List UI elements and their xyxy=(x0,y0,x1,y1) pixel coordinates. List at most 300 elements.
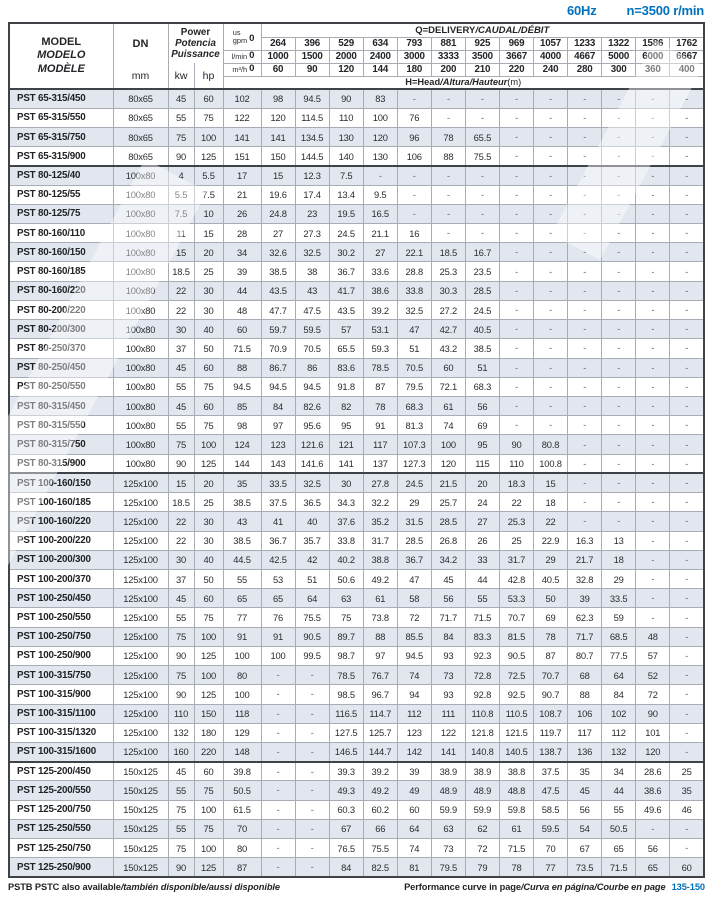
flow-value-cell: 396 xyxy=(295,37,329,50)
head-value-cell: - xyxy=(670,531,704,550)
head-value-cell: 7.5 xyxy=(329,166,363,185)
head-value-cell: - xyxy=(670,204,704,223)
us-label: us xyxy=(232,27,241,37)
head-value-cell: 46 xyxy=(670,800,704,819)
head-value-cell: 36.7 xyxy=(397,550,431,569)
head-value-cell: - xyxy=(568,493,602,512)
model-cell: PST 80-315/450 xyxy=(9,397,113,416)
lmin-unit-cell xyxy=(223,50,261,63)
flow-value-cell: 144 xyxy=(363,63,397,76)
head-value-cell: 98.5 xyxy=(329,685,363,704)
table-row xyxy=(9,839,704,858)
hp-cell: 100 xyxy=(194,127,223,146)
head-value-cell: - xyxy=(295,781,329,800)
kw-cell: 22 xyxy=(168,300,194,319)
head-value-cell: - xyxy=(465,89,499,108)
head-value-cell: - xyxy=(602,243,636,262)
model-cell: PST 80-315/550 xyxy=(9,416,113,435)
head-value-cell: - xyxy=(465,204,499,223)
head-value-cell: 71.5 xyxy=(602,858,636,877)
head-value-cell: 78 xyxy=(431,127,465,146)
head-value-cell: 138.7 xyxy=(534,742,568,761)
head-value-cell: 32.8 xyxy=(568,569,602,588)
head-value-cell: 88 xyxy=(431,147,465,166)
flow-value-cell: 180 xyxy=(397,63,431,76)
head-value-cell: - xyxy=(534,300,568,319)
kw-cell: 90 xyxy=(168,858,194,877)
head-value-cell: 45 xyxy=(568,781,602,800)
flow-value-cell: 1000 xyxy=(261,50,295,63)
head-value-cell: 35.2 xyxy=(363,512,397,531)
head-value-cell: 71.5 xyxy=(223,339,261,358)
table-row xyxy=(9,397,704,416)
head-value-cell: 34.3 xyxy=(329,493,363,512)
head-value-cell: - xyxy=(534,147,568,166)
head-value-cell: - xyxy=(670,608,704,627)
head-value-cell: - xyxy=(499,108,533,127)
hp-cell: 100 xyxy=(194,666,223,685)
head-value-cell: 100.8 xyxy=(534,454,568,473)
head-value-cell: - xyxy=(636,608,670,627)
head-value-cell: 30.3 xyxy=(431,281,465,300)
head-value-cell: - xyxy=(534,185,568,204)
kw-cell: 5.5 xyxy=(168,185,194,204)
table-row xyxy=(9,320,704,339)
head-value-cell: - xyxy=(670,742,704,761)
head-value-cell: 49 xyxy=(397,781,431,800)
hp-cell: 180 xyxy=(194,723,223,742)
head-value-cell: 70.9 xyxy=(261,339,295,358)
head-value-cell: 100 xyxy=(223,646,261,665)
head-value-cell: 60 xyxy=(397,800,431,819)
curve-note-en: Performance curve in page xyxy=(404,882,521,892)
head-value-cell: 27 xyxy=(465,512,499,531)
dn-cell: 100x80 xyxy=(113,204,168,223)
head-value-cell: 81.3 xyxy=(397,416,431,435)
dn-cell: 125x100 xyxy=(113,608,168,627)
head-value-cell: 106 xyxy=(568,704,602,723)
hp-cell: 125 xyxy=(194,147,223,166)
head-value-cell: - xyxy=(670,435,704,454)
head-value-cell: 47.5 xyxy=(534,781,568,800)
head-value-cell: - xyxy=(534,108,568,127)
head-value-cell: 50.5 xyxy=(602,819,636,838)
head-value-cell: 59.3 xyxy=(363,339,397,358)
head-value-cell: 9.5 xyxy=(363,185,397,204)
head-value-cell: 122 xyxy=(431,723,465,742)
table-row xyxy=(9,742,704,761)
head-value-cell: 98.7 xyxy=(329,646,363,665)
table-row xyxy=(9,800,704,819)
head-value-cell: - xyxy=(534,358,568,377)
head-value-cell: 65.5 xyxy=(329,339,363,358)
head-value-cell: - xyxy=(636,89,670,108)
kw-cell: 90 xyxy=(168,685,194,704)
head-value-cell: 25 xyxy=(670,762,704,781)
head-value-cell: 97 xyxy=(261,416,295,435)
dn-cell: 125x100 xyxy=(113,550,168,569)
head-value-cell: 48.9 xyxy=(465,781,499,800)
table-row xyxy=(9,493,704,512)
kw-cell: 15 xyxy=(168,473,194,492)
hp-cell: 75 xyxy=(194,108,223,127)
head-value-cell: - xyxy=(602,262,636,281)
head-value-cell: 50.6 xyxy=(329,569,363,588)
head-value-cell: 33 xyxy=(465,550,499,569)
table-row xyxy=(9,819,704,838)
head-value-cell: - xyxy=(499,147,533,166)
head-value-cell: 26 xyxy=(223,204,261,223)
table-row xyxy=(9,185,704,204)
head-value-cell: 24.5 xyxy=(329,224,363,243)
head-value-cell: - xyxy=(295,839,329,858)
flow-value-cell: 529 xyxy=(329,37,363,50)
head-value-cell: 26.8 xyxy=(431,531,465,550)
model-cell: PST 125-200/750 xyxy=(9,800,113,819)
head-value-cell: - xyxy=(602,397,636,416)
model-cell: PST 100-160/185 xyxy=(9,493,113,512)
head-value-cell: 38 xyxy=(295,262,329,281)
head-value-cell: 93 xyxy=(431,646,465,665)
head-value-cell: 38.9 xyxy=(465,762,499,781)
head-value-cell: - xyxy=(261,800,295,819)
head-value-cell: 42 xyxy=(295,550,329,569)
head-value-cell: 68 xyxy=(568,666,602,685)
kw-cell: 45 xyxy=(168,358,194,377)
head-value-cell: 38.8 xyxy=(499,762,533,781)
head-value-cell: 144.7 xyxy=(363,742,397,761)
kw-cell: 55 xyxy=(168,416,194,435)
head-value-cell: - xyxy=(534,224,568,243)
head-value-cell: - xyxy=(431,89,465,108)
head-value-cell: 95.6 xyxy=(295,416,329,435)
head-value-cell: 72 xyxy=(397,608,431,627)
table-row xyxy=(9,339,704,358)
head-value-cell: 23.5 xyxy=(465,262,499,281)
head-value-cell: - xyxy=(602,300,636,319)
head-value-cell: 125.7 xyxy=(363,723,397,742)
head-value-cell: - xyxy=(568,435,602,454)
head-value-cell: 65 xyxy=(223,589,261,608)
table-row xyxy=(9,300,704,319)
model-cell: PST 100-200/370 xyxy=(9,569,113,588)
hp-cell: 100 xyxy=(194,627,223,646)
kw-cell: 37 xyxy=(168,339,194,358)
head-value-cell: 30 xyxy=(329,473,363,492)
head-value-cell: - xyxy=(295,685,329,704)
head-value-cell: 87 xyxy=(534,646,568,665)
model-label-es: MODELO xyxy=(37,49,86,62)
table-row xyxy=(9,512,704,531)
dn-cell: 150x125 xyxy=(113,858,168,877)
head-value-cell: 91.8 xyxy=(329,377,363,396)
table-row xyxy=(9,550,704,569)
head-value-cell: - xyxy=(670,281,704,300)
dn-cell: 125x100 xyxy=(113,589,168,608)
head-value-cell: - xyxy=(261,839,295,858)
lmin-label: l/min xyxy=(231,52,248,62)
flow-value-cell: 969 xyxy=(499,37,533,50)
head-value-cell: 30.2 xyxy=(329,243,363,262)
head-value-cell: 37.5 xyxy=(261,493,295,512)
head-value-cell: 66 xyxy=(363,819,397,838)
head-value-cell: 88 xyxy=(223,358,261,377)
flow-value-cell: 3333 xyxy=(431,50,465,63)
head-value-cell: - xyxy=(534,377,568,396)
head-value-cell: - xyxy=(636,300,670,319)
head-value-cell: - xyxy=(568,262,602,281)
head-value-cell: 67 xyxy=(568,839,602,858)
head-value-cell: 78.5 xyxy=(329,666,363,685)
model-cell: PST 80-160/220 xyxy=(9,281,113,300)
footer-curve-note xyxy=(404,882,705,892)
model-cell: PST 125-250/750 xyxy=(9,839,113,858)
head-label-intl: /Altura/Hauteur xyxy=(440,77,508,88)
table-row xyxy=(9,454,704,473)
head-value-cell: - xyxy=(568,300,602,319)
head-value-cell: 52 xyxy=(636,666,670,685)
table-row xyxy=(9,589,704,608)
model-cell: PST 65-315/550 xyxy=(9,108,113,127)
head-value-cell: 107.3 xyxy=(397,435,431,454)
table-row xyxy=(9,608,704,627)
power-label-en: Power xyxy=(180,27,211,38)
model-cell: PST 80-200/300 xyxy=(9,320,113,339)
head-value-cell: 120 xyxy=(431,454,465,473)
flow-value-cell: 60 xyxy=(261,63,295,76)
head-value-cell: 75.5 xyxy=(295,608,329,627)
flow-value-cell: 90 xyxy=(295,63,329,76)
head-value-cell: 94.5 xyxy=(295,89,329,108)
head-value-cell: 53.3 xyxy=(499,589,533,608)
head-value-cell: 112 xyxy=(397,704,431,723)
dn-cell: 125x100 xyxy=(113,646,168,665)
head-value-cell: 117 xyxy=(568,723,602,742)
head-value-cell: 143 xyxy=(261,454,295,473)
head-value-cell: 72 xyxy=(465,839,499,858)
head-value-cell: - xyxy=(670,108,704,127)
head-value-cell: 13.4 xyxy=(329,185,363,204)
head-value-cell: 24.8 xyxy=(261,204,295,223)
head-value-cell: - xyxy=(670,416,704,435)
head-value-cell: - xyxy=(431,224,465,243)
lmin-zero-value: 0 xyxy=(249,49,255,61)
head-value-cell: 41 xyxy=(261,512,295,531)
flow-value-cell: 280 xyxy=(568,63,602,76)
head-value-cell: 15 xyxy=(261,166,295,185)
model-cell: PST 100-160/220 xyxy=(9,512,113,531)
head-value-cell: 38.5 xyxy=(223,531,261,550)
table-header xyxy=(9,23,704,89)
head-value-cell: 28.8 xyxy=(397,262,431,281)
head-value-cell: 129 xyxy=(223,723,261,742)
head-value-cell: - xyxy=(499,416,533,435)
head-value-cell: 59 xyxy=(602,608,636,627)
head-value-cell: 90 xyxy=(499,435,533,454)
head-value-cell: 132 xyxy=(602,742,636,761)
table-row xyxy=(9,666,704,685)
hp-cell: 125 xyxy=(194,454,223,473)
head-value-cell: 75.5 xyxy=(363,839,397,858)
table-row xyxy=(9,627,704,646)
head-value-cell: - xyxy=(602,358,636,377)
head-value-cell: - xyxy=(670,397,704,416)
flow-value-cell: 1500 xyxy=(295,50,329,63)
dn-cell: 150x125 xyxy=(113,762,168,781)
head-unit-suffix: (m) xyxy=(507,77,522,88)
head-value-cell: 92.8 xyxy=(465,685,499,704)
table-row xyxy=(9,762,704,781)
head-value-cell: 148 xyxy=(223,742,261,761)
model-cell: PST 80-160/185 xyxy=(9,262,113,281)
head-value-cell: 80.7 xyxy=(568,646,602,665)
head-value-cell: 25 xyxy=(499,531,533,550)
head-value-cell: 77 xyxy=(223,608,261,627)
hp-cell: 30 xyxy=(194,512,223,531)
head-value-cell: 17.4 xyxy=(295,185,329,204)
head-value-cell: - xyxy=(670,377,704,396)
head-value-cell: 90.5 xyxy=(295,627,329,646)
head-value-cell: 59.9 xyxy=(465,800,499,819)
head-value-cell: 42.8 xyxy=(499,569,533,588)
head-value-cell: - xyxy=(636,493,670,512)
hp-cell: 40 xyxy=(194,320,223,339)
head-value-cell: - xyxy=(636,281,670,300)
head-value-cell: 60 xyxy=(431,358,465,377)
head-value-cell: - xyxy=(602,224,636,243)
curve-page-link[interactable]: 135-150 xyxy=(671,882,705,892)
head-value-cell: 78 xyxy=(499,858,533,877)
dn-cell: 125x100 xyxy=(113,627,168,646)
head-value-cell: - xyxy=(261,781,295,800)
head-value-cell: 130 xyxy=(363,147,397,166)
dn-cell: 150x125 xyxy=(113,819,168,838)
hp-cell: 75 xyxy=(194,608,223,627)
hp-cell: 60 xyxy=(194,589,223,608)
head-value-cell: 39 xyxy=(568,589,602,608)
dn-cell: 125x100 xyxy=(113,569,168,588)
head-value-cell: 90.7 xyxy=(534,685,568,704)
head-value-cell: - xyxy=(636,531,670,550)
hp-cell: 25 xyxy=(194,262,223,281)
head-value-cell: 78 xyxy=(363,397,397,416)
head-value-cell: 59.9 xyxy=(431,800,465,819)
head-value-cell: 79.5 xyxy=(431,858,465,877)
head-value-cell: 49.2 xyxy=(363,781,397,800)
head-value-cell: 60.3 xyxy=(329,800,363,819)
power-label-es: Potencia xyxy=(175,38,216,49)
hp-cell: 60 xyxy=(194,89,223,108)
model-cell: PST 80-250/370 xyxy=(9,339,113,358)
model-cell: PST 100-315/1100 xyxy=(9,704,113,723)
head-value-cell: 65 xyxy=(261,589,295,608)
head-value-cell: 84 xyxy=(431,627,465,646)
head-value-cell: - xyxy=(397,204,431,223)
head-value-cell: 80 xyxy=(223,839,261,858)
dn-cell: 100x80 xyxy=(113,243,168,262)
dn-cell: 150x125 xyxy=(113,839,168,858)
flow-value-cell: 793 xyxy=(397,37,431,50)
head-value-cell: 51 xyxy=(295,569,329,588)
head-value-cell: - xyxy=(431,185,465,204)
flow-value-cell: 300 xyxy=(602,63,636,76)
head-value-cell: 141 xyxy=(329,454,363,473)
head-value-cell: 150 xyxy=(261,147,295,166)
flow-value-cell: 220 xyxy=(499,63,533,76)
head-value-cell: 16.7 xyxy=(465,243,499,262)
head-value-cell: 151 xyxy=(223,147,261,166)
head-value-cell: 67 xyxy=(329,819,363,838)
head-value-cell: 59.5 xyxy=(295,320,329,339)
head-value-cell: - xyxy=(499,243,533,262)
table-row xyxy=(9,416,704,435)
head-value-cell: 111 xyxy=(431,704,465,723)
hp-cell: 75 xyxy=(194,416,223,435)
table-row xyxy=(9,281,704,300)
head-value-cell: 32.5 xyxy=(295,243,329,262)
head-value-cell: 71.7 xyxy=(568,627,602,646)
head-value-cell: - xyxy=(534,416,568,435)
head-value-cell: 85.5 xyxy=(397,627,431,646)
operating-conditions xyxy=(567,3,704,18)
head-value-cell: 121.6 xyxy=(295,435,329,454)
model-cell: PST 125-250/550 xyxy=(9,819,113,838)
head-value-cell: 56 xyxy=(465,397,499,416)
head-value-cell: 72 xyxy=(636,685,670,704)
speed-label: n=3500 r/min xyxy=(626,3,704,18)
head-value-cell: - xyxy=(636,339,670,358)
model-cell: PST 65-315/900 xyxy=(9,147,113,166)
head-value-cell: 28.6 xyxy=(636,762,670,781)
head-value-cell: 114.7 xyxy=(363,704,397,723)
head-value-cell: 69 xyxy=(534,608,568,627)
head-value-cell: 16.3 xyxy=(568,531,602,550)
head-value-cell: 110 xyxy=(329,108,363,127)
flow-value-cell: 2400 xyxy=(363,50,397,63)
head-value-cell: 84 xyxy=(261,397,295,416)
head-value-cell: 102 xyxy=(223,89,261,108)
performance-table xyxy=(8,22,705,878)
head-value-cell: 50.5 xyxy=(223,781,261,800)
availability-note-en: PSTB PSTC also available xyxy=(8,882,121,892)
head-value-cell: - xyxy=(295,800,329,819)
kw-cell: 45 xyxy=(168,589,194,608)
head-value-cell: - xyxy=(602,454,636,473)
kw-cell: 18.5 xyxy=(168,493,194,512)
head-value-cell: 141.6 xyxy=(295,454,329,473)
head-value-cell: 75 xyxy=(329,608,363,627)
model-cell: PST 100-200/220 xyxy=(9,531,113,550)
head-value-cell: 39.2 xyxy=(363,762,397,781)
head-value-cell: - xyxy=(534,166,568,185)
head-value-cell: 35 xyxy=(670,781,704,800)
head-value-cell: 43 xyxy=(223,512,261,531)
head-value-cell: 100 xyxy=(261,646,295,665)
head-value-cell: 48 xyxy=(223,300,261,319)
head-value-cell: 37.6 xyxy=(329,512,363,531)
m3h-unit-cell xyxy=(223,63,261,76)
head-value-cell: 24 xyxy=(465,493,499,512)
head-value-cell: 61 xyxy=(363,589,397,608)
head-value-cell: 60.2 xyxy=(363,800,397,819)
head-value-cell: - xyxy=(636,397,670,416)
head-value-cell: 142 xyxy=(397,742,431,761)
flow-value-cell: 1586 xyxy=(636,37,670,50)
head-value-cell: 53 xyxy=(261,569,295,588)
head-value-cell: - xyxy=(261,666,295,685)
head-value-cell: - xyxy=(602,320,636,339)
kw-cell: 15 xyxy=(168,243,194,262)
